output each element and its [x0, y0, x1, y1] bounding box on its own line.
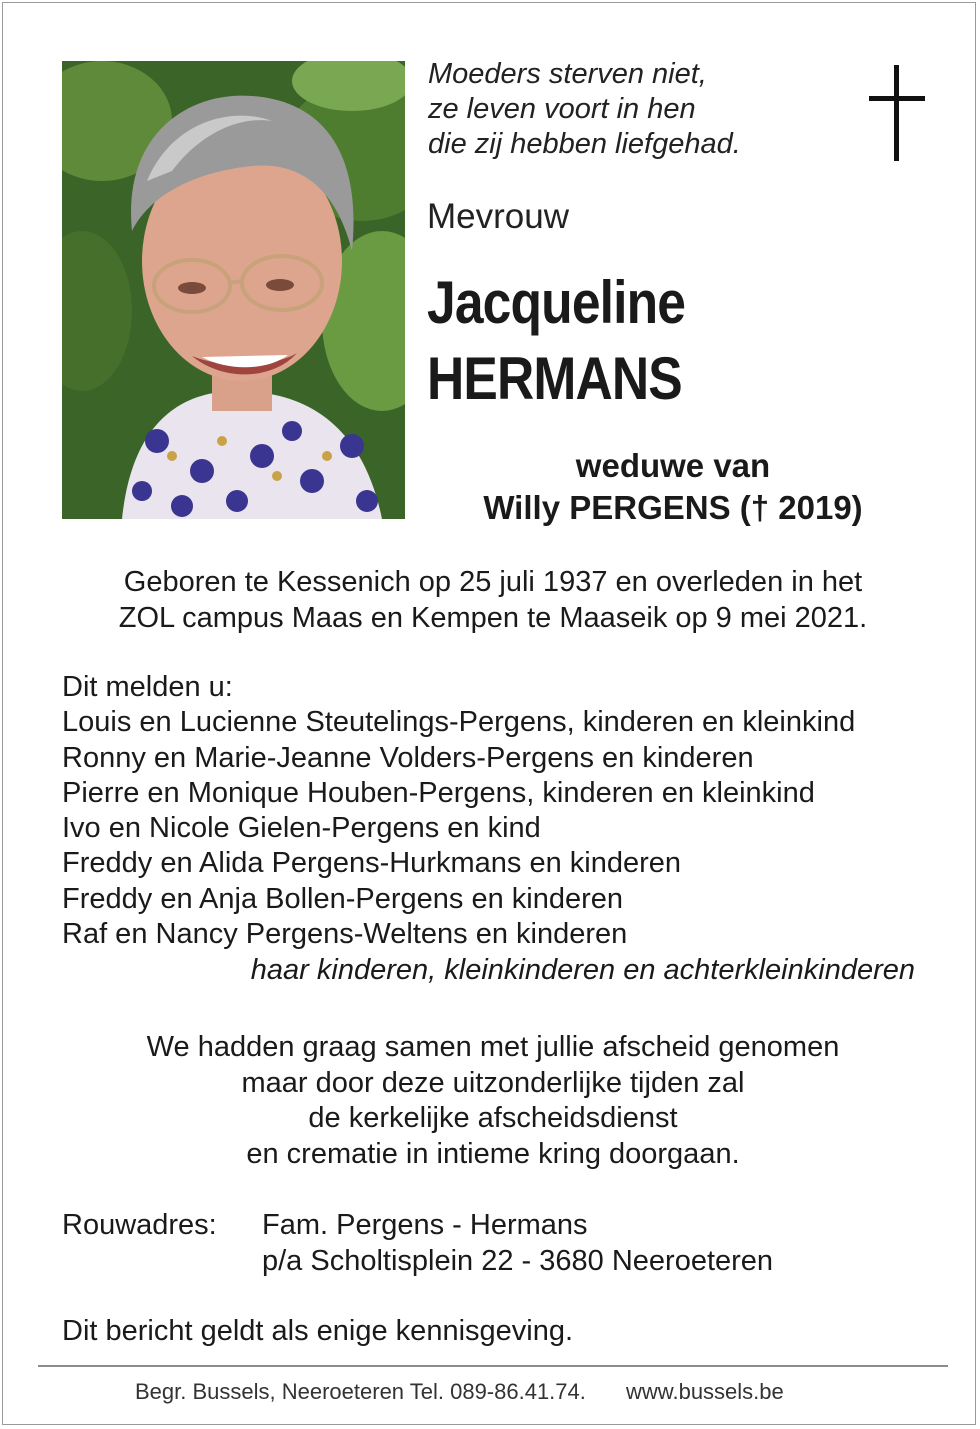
family-member: Pierre en Monique Houben-Pergens, kinderen en kleinkind	[62, 776, 815, 809]
family-member: Ivo en Nicole Gielen-Pergens en kind	[62, 812, 541, 845]
notice-text: Dit bericht geldt als enige kennisgeving.	[62, 1315, 574, 1347]
quote-line: ze leven voort in hen	[428, 93, 696, 125]
message-line: en crematie in intieme kring doorgaan.	[246, 1137, 740, 1170]
quote-line: Moeders sterven niet,	[428, 58, 707, 90]
footer	[135, 1379, 784, 1405]
portrait-photo	[62, 61, 405, 519]
portrait-illustration	[62, 61, 405, 519]
quote	[428, 57, 741, 162]
farewell-message	[43, 1030, 943, 1172]
family-member: Louis en Lucienne Steutelings-Pergens, kinderen en kleinkind	[62, 706, 856, 739]
family-member: Freddy en Alida Pergens-Hurkmans en kinderen	[62, 847, 681, 880]
memorial-card	[2, 2, 976, 1425]
family-member: Raf en Nancy Pergens-Weltens en kinderen	[62, 918, 628, 951]
birth-death-info	[43, 564, 943, 636]
family-signoff: haar kinderen, kleinkinderen en achterkleinkinderen	[250, 954, 915, 986]
address-line: p/a Scholtisplein 22 - 3680 Neeroeteren	[262, 1245, 774, 1277]
spouse-line: Willy PERGENS († 2019)	[483, 489, 863, 526]
spouse-line: weduwe van	[575, 447, 771, 484]
address-label: Rouwadres:	[62, 1209, 217, 1241]
message-line: We hadden graag samen met jullie afscheid genomen	[146, 1031, 840, 1063]
birth-death-line: Geboren te Kessenich op 25 juli 1937 en overleden in het	[123, 566, 863, 598]
birth-death-line: ZOL campus Maas en Kempen te Maaseik op 9 mei 2021.	[118, 602, 868, 634]
footer-divider	[38, 1365, 948, 1367]
quote-line: die zij hebben liefgehad.	[428, 128, 741, 160]
message-line: maar door deze uitzonderlijke tijden zal	[241, 1066, 745, 1099]
last-name: HERMANS	[427, 345, 682, 412]
deceased-name	[427, 265, 685, 417]
honorific: Mevrouw	[427, 197, 569, 236]
family-member: Freddy en Anja Bollen-Pergens en kinderen	[62, 882, 624, 915]
latin-cross-icon	[869, 65, 925, 161]
website-link[interactable]: www.bussels.be	[626, 1379, 784, 1404]
address-line: Fam. Pergens - Hermans	[262, 1209, 588, 1241]
family-intro: Dit melden u:	[62, 671, 233, 703]
family-list	[62, 670, 855, 952]
funeral-home-contact: Begr. Bussels, Neeroeteren Tel. 089-86.41.74.	[135, 1379, 586, 1404]
message-line: de kerkelijke afscheidsdienst	[308, 1102, 678, 1134]
family-member: Ronny en Marie-Jeanne Volders-Pergens en kinderen	[62, 741, 754, 774]
first-name: Jacqueline	[427, 269, 686, 336]
spouse-info	[443, 445, 903, 529]
